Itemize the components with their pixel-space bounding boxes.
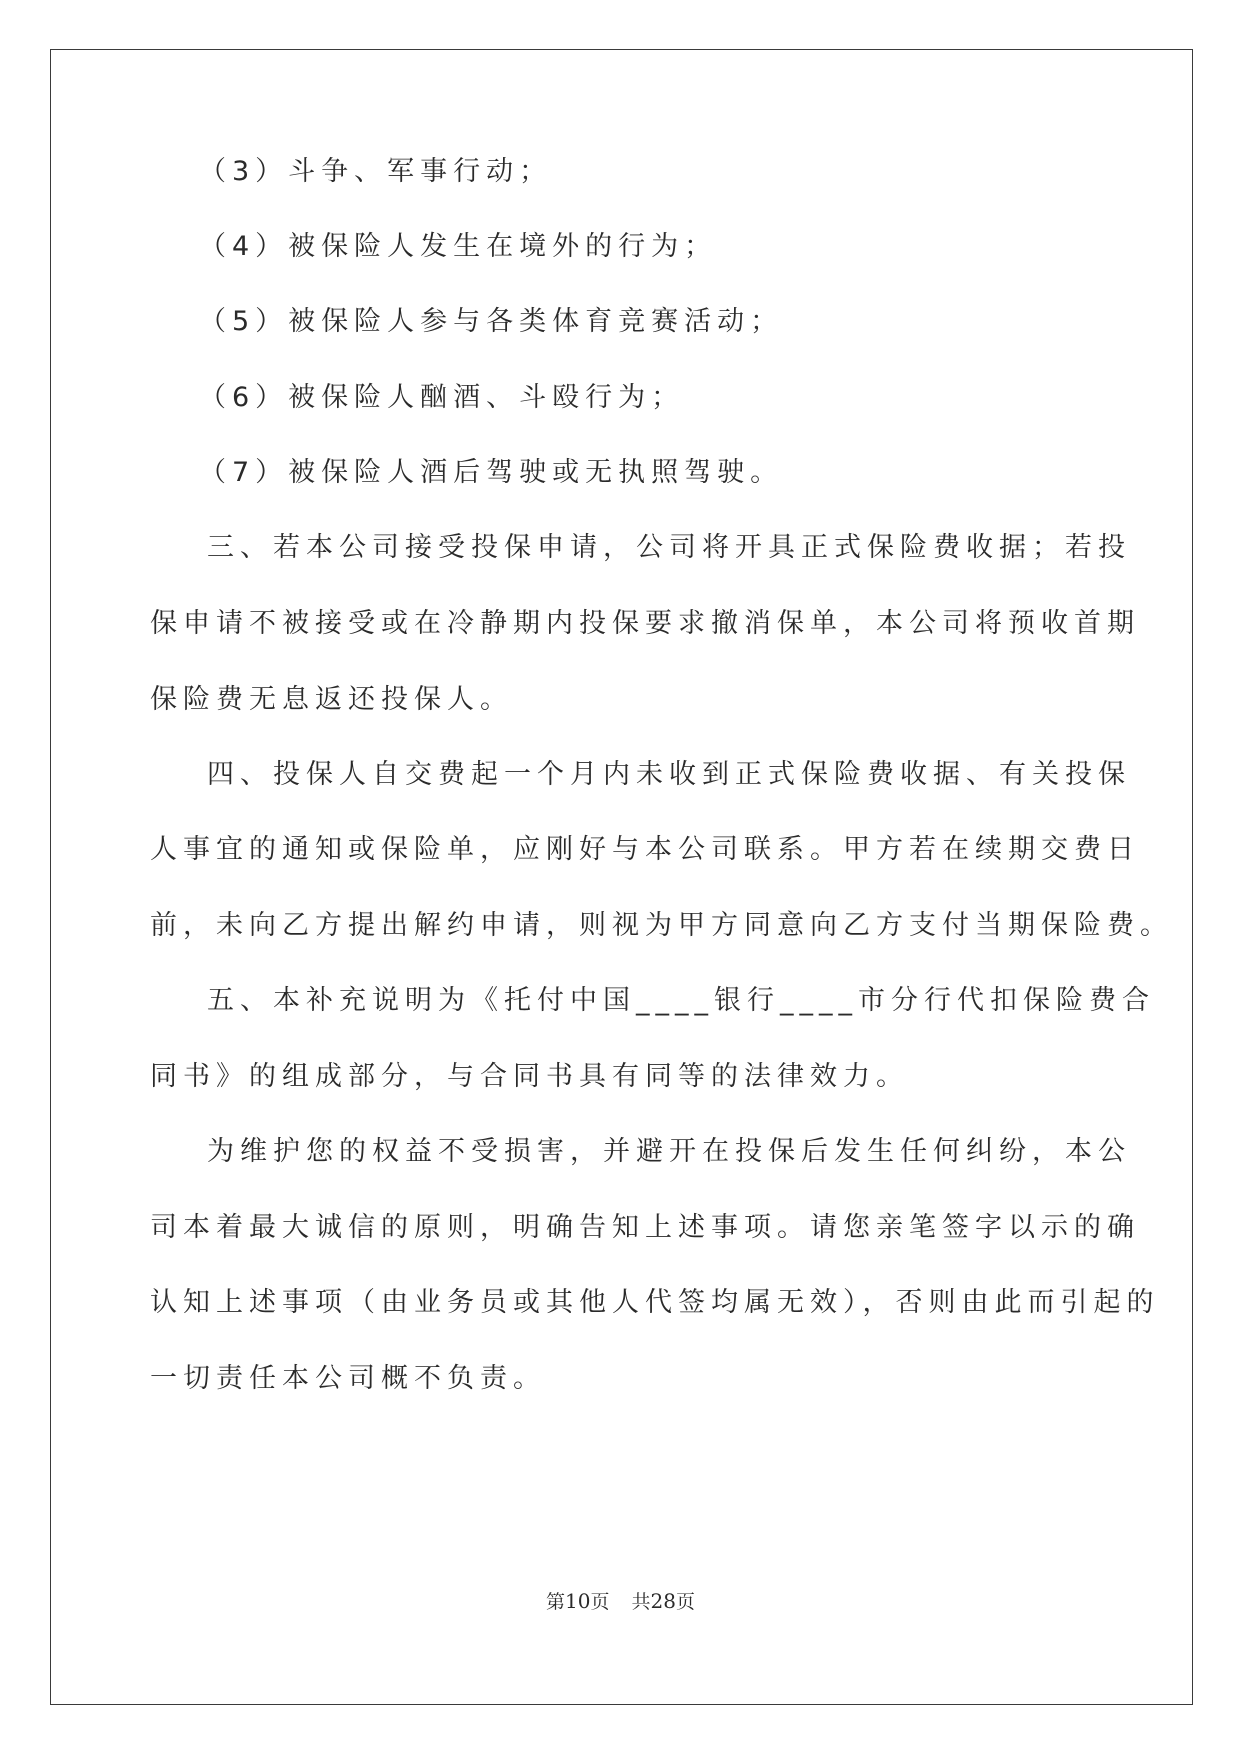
text-line: 四、投保人自交费起一个月内未收到正式保险费收据、有关投保: [207, 759, 1131, 790]
text-line: 保申请不被接受或在冷静期内投保要求撤消保单，本公司将预收首期: [150, 608, 1140, 639]
text-line: 为维护您的权益不受损害，并避开在投保后发生任何纠纷，本公: [207, 1136, 1131, 1167]
text-line: 保险费无息返还投保人。: [150, 684, 513, 715]
text-line: 三、若本公司接受投保申请，公司将开具正式保险费收据；若投: [207, 532, 1131, 563]
page-suffix: 页: [590, 1591, 610, 1613]
total-prefix: 共: [631, 1591, 651, 1613]
text-line: （6）被保险人酗酒、斗殴行为；: [199, 382, 685, 413]
page-border: [50, 49, 1193, 1705]
page-number: 10: [565, 1589, 591, 1613]
page-prefix: 第: [546, 1591, 566, 1613]
total-pages: 28: [650, 1589, 676, 1613]
text-line: 认知上述事项（由业务员或其他人代签均属无效），否则由此而引起的: [150, 1287, 1160, 1318]
text-line: （7）被保险人酒后驾驶或无执照驾驶。: [199, 457, 784, 488]
text-line: 司本着最大诚信的原则，明确告知上述事项。请您亲笔签字以示的确: [150, 1212, 1140, 1243]
text-line: （4）被保险人发生在境外的行为；: [199, 231, 718, 262]
total-suffix: 页: [675, 1591, 695, 1613]
text-line: 同书》的组成部分，与合同书具有同等的法律效力。: [150, 1061, 909, 1092]
text-line: （3）斗争、军事行动；: [199, 156, 553, 187]
page-footer: [0, 1588, 1241, 1615]
text-line: 前，未向乙方提出解约申请，则视为甲方同意向乙方支付当期保险费。: [150, 910, 1173, 941]
text-line: 一切责任本公司概不负责。: [150, 1363, 546, 1394]
text-line: （5）被保险人参与各类体育竞赛活动；: [199, 306, 784, 337]
text-line: 五、本补充说明为《托付中国____银行____市分行代扣保险费合: [207, 985, 1155, 1016]
text-line: 人事宜的通知或保险单，应刚好与本公司联系。甲方若在续期交费日: [150, 834, 1140, 865]
